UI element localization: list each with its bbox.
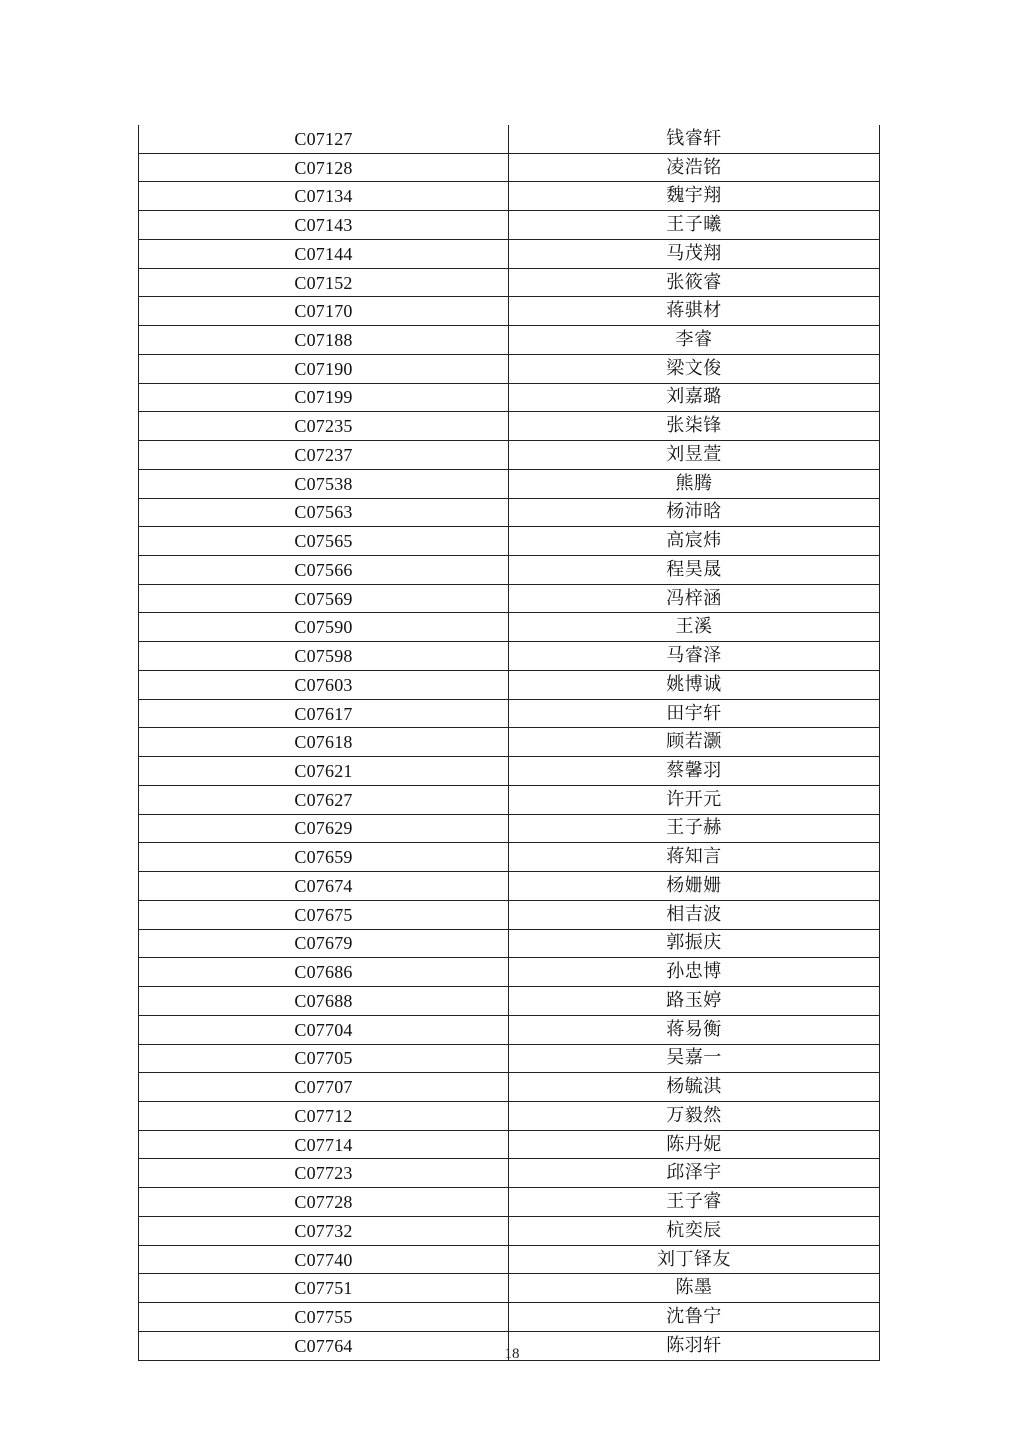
table-row [139,1073,880,1102]
candidate-id-cell: C07235 [139,412,509,441]
table-row [139,326,880,355]
candidate-id-cell: C07538 [139,469,509,498]
candidate-name-cell: 凌浩铭 [509,153,880,182]
table-row [139,383,880,412]
candidate-id-cell: C07714 [139,1130,509,1159]
table-row [139,412,880,441]
candidate-id-cell: C07688 [139,987,509,1016]
candidate-name-cell: 张筱睿 [509,268,880,297]
candidate-id-cell: C07128 [139,153,509,182]
roster-table-container [138,125,879,1361]
candidate-name-cell: 程昊晟 [509,556,880,585]
candidate-name-cell: 田宇轩 [509,699,880,728]
candidate-name-cell: 吴嘉一 [509,1044,880,1073]
table-row [139,1274,880,1303]
candidate-id-cell: C07679 [139,929,509,958]
candidate-id-cell: C07144 [139,239,509,268]
table-row [139,958,880,987]
candidate-name-cell: 邱泽宇 [509,1159,880,1188]
candidate-name-cell: 顾若灏 [509,728,880,757]
candidate-id-cell: C07732 [139,1216,509,1245]
candidate-id-cell: C07674 [139,872,509,901]
candidate-id-cell: C07712 [139,1101,509,1130]
candidate-id-cell: C07617 [139,699,509,728]
candidate-id-cell: C07751 [139,1274,509,1303]
table-row [139,814,880,843]
candidate-id-cell: C07566 [139,556,509,585]
table-row [139,239,880,268]
table-row [139,469,880,498]
table-row [139,1188,880,1217]
candidate-name-cell: 熊腾 [509,469,880,498]
candidate-name-cell: 刘昱萱 [509,441,880,470]
candidate-id-cell: C07565 [139,527,509,556]
candidate-name-cell: 杭奕辰 [509,1216,880,1245]
table-row [139,1015,880,1044]
table-row [139,556,880,585]
candidate-id-cell: C07598 [139,642,509,671]
table-row [139,354,880,383]
candidate-id-cell: C07728 [139,1188,509,1217]
candidate-name-cell: 魏宇翔 [509,182,880,211]
table-row [139,1159,880,1188]
candidate-name-cell: 孙忠博 [509,958,880,987]
candidate-name-cell: 相吉波 [509,900,880,929]
table-row [139,785,880,814]
table-row [139,900,880,929]
candidate-name-cell: 蒋骐材 [509,297,880,326]
table-row [139,1044,880,1073]
table-row [139,728,880,757]
candidate-id-cell: C07723 [139,1159,509,1188]
table-row [139,211,880,240]
table-row [139,125,880,153]
candidate-id-cell: C07127 [139,125,509,153]
table-row [139,929,880,958]
roster-table [138,125,880,1361]
candidate-id-cell: C07740 [139,1245,509,1274]
page-number: 18 [504,1346,520,1362]
candidate-id-cell: C07659 [139,843,509,872]
table-row [139,699,880,728]
candidate-id-cell: C07705 [139,1044,509,1073]
candidate-name-cell: 李睿 [509,326,880,355]
table-row [139,297,880,326]
table-row [139,1245,880,1274]
candidate-id-cell: C07707 [139,1073,509,1102]
candidate-id-cell: C07629 [139,814,509,843]
candidate-id-cell: C07627 [139,785,509,814]
candidate-name-cell: 钱睿轩 [509,125,880,153]
table-row [139,268,880,297]
candidate-id-cell: C07134 [139,182,509,211]
candidate-name-cell: 蒋易衡 [509,1015,880,1044]
candidate-name-cell: 杨沛晗 [509,498,880,527]
candidate-name-cell: 杨姗姗 [509,872,880,901]
candidate-name-cell: 王子曦 [509,211,880,240]
candidate-name-cell: 蒋知言 [509,843,880,872]
candidate-name-cell: 王溪 [509,613,880,642]
table-row [139,182,880,211]
table-row [139,153,880,182]
table-row [139,1101,880,1130]
candidate-name-cell: 刘丁铎友 [509,1245,880,1274]
candidate-name-cell: 姚博诚 [509,670,880,699]
table-row [139,527,880,556]
candidate-id-cell: C07237 [139,441,509,470]
table-row [139,757,880,786]
table-row [139,441,880,470]
candidate-name-cell: 沈鲁宁 [509,1303,880,1332]
candidate-name-cell: 许开元 [509,785,880,814]
candidate-id-cell: C07563 [139,498,509,527]
candidate-name-cell: 陈丹妮 [509,1130,880,1159]
candidate-name-cell: 陈墨 [509,1274,880,1303]
candidate-id-cell: C07764 [139,1331,509,1360]
table-row [139,1303,880,1332]
candidate-id-cell: C07618 [139,728,509,757]
candidate-id-cell: C07686 [139,958,509,987]
candidate-name-cell: 冯梓涵 [509,584,880,613]
candidate-name-cell: 蔡馨羽 [509,757,880,786]
candidate-name-cell: 高宸炜 [509,527,880,556]
candidate-id-cell: C07152 [139,268,509,297]
candidate-name-cell: 杨毓淇 [509,1073,880,1102]
candidate-id-cell: C07190 [139,354,509,383]
candidate-name-cell: 梁文俊 [509,354,880,383]
candidate-name-cell: 郭振庆 [509,929,880,958]
table-row [139,642,880,671]
candidate-name-cell: 张柒锋 [509,412,880,441]
candidate-id-cell: C07569 [139,584,509,613]
table-row [139,1130,880,1159]
candidate-id-cell: C07188 [139,326,509,355]
candidate-id-cell: C07675 [139,900,509,929]
table-row [139,584,880,613]
table-row [139,1216,880,1245]
candidate-id-cell: C07590 [139,613,509,642]
candidate-id-cell: C07603 [139,670,509,699]
candidate-id-cell: C07199 [139,383,509,412]
table-row [139,843,880,872]
candidate-id-cell: C07704 [139,1015,509,1044]
candidate-name-cell: 马睿泽 [509,642,880,671]
candidate-id-cell: C07755 [139,1303,509,1332]
candidate-name-cell: 陈羽轩 [509,1331,880,1360]
table-row [139,498,880,527]
table-row [139,872,880,901]
candidate-id-cell: C07621 [139,757,509,786]
candidate-id-cell: C07143 [139,211,509,240]
candidate-name-cell: 马茂翔 [509,239,880,268]
candidate-name-cell: 路玉婷 [509,987,880,1016]
table-row [139,670,880,699]
candidate-name-cell: 王子赫 [509,814,880,843]
candidate-id-cell: C07170 [139,297,509,326]
candidate-name-cell: 刘嘉璐 [509,383,880,412]
table-row [139,613,880,642]
candidate-name-cell: 万毅然 [509,1101,880,1130]
roster-table-body [139,125,880,1360]
table-row [139,987,880,1016]
candidate-name-cell: 王子睿 [509,1188,880,1217]
